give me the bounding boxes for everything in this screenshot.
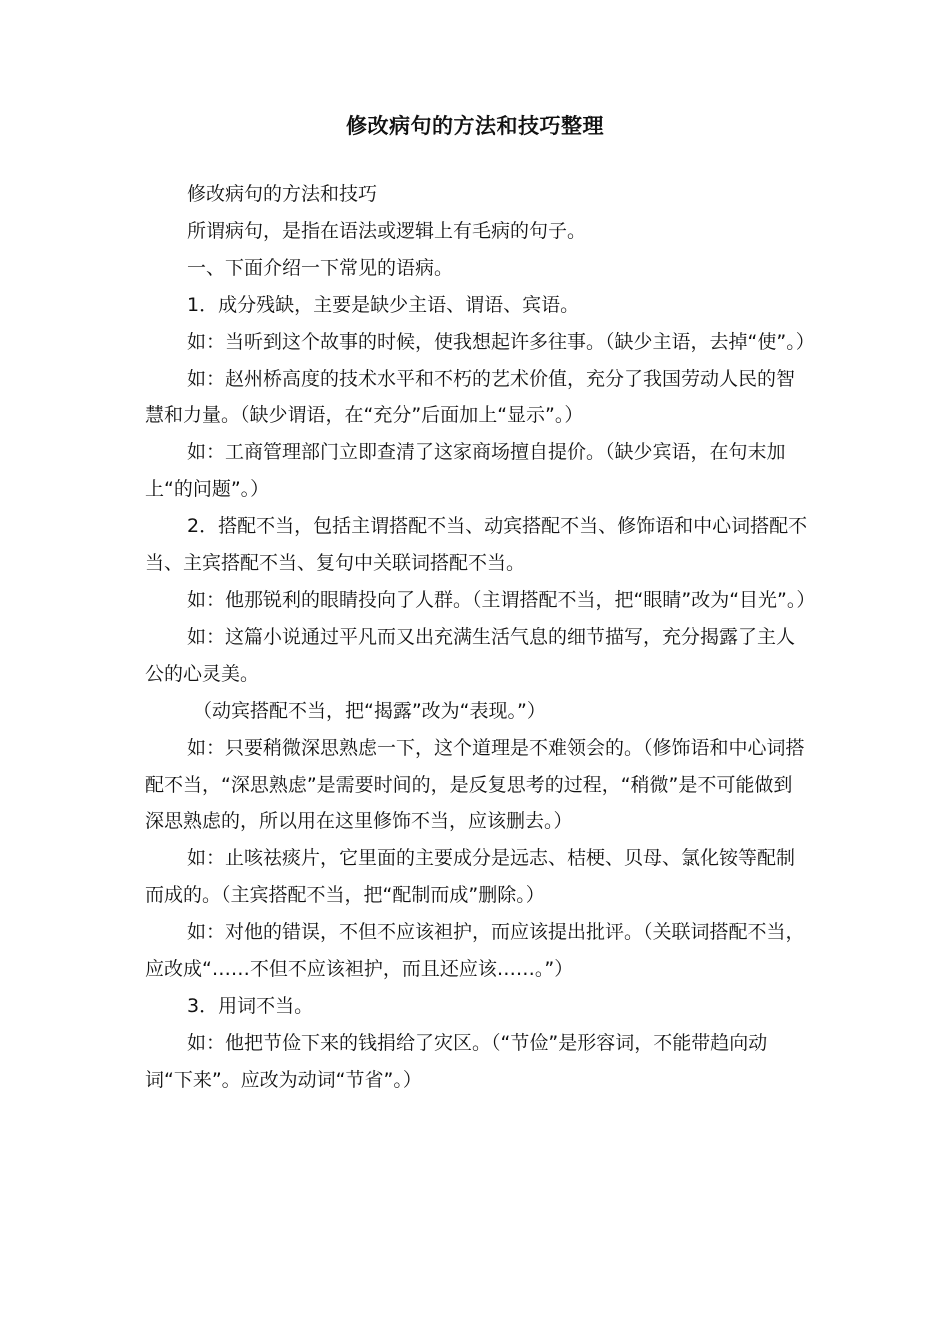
example-paragraph: 如：这篇小说通过平凡而又出充满生活气息的细节描写，充分揭露了主人公的心灵美。: [145, 625, 796, 685]
item-heading-1: 1．成分残缺，主要是缺少主语、谓语、宾语。: [187, 293, 580, 316]
example-paragraph: 如：止咳祛痰片，它里面的主要成分是远志、桔梗、贝母、氯化铵等配制而成的。（主宾搭配不当，把“配制而成”删除。）: [145, 847, 796, 907]
example-paragraph: 如：当听到这个故事的时候，使我想起许多往事。（缺少主语，去掉“使”。）: [187, 330, 815, 353]
item-heading-3: 3．用词不当。: [187, 994, 314, 1017]
example-note: （动宾搭配不当，把“揭露”改为“表现。”）: [193, 699, 546, 722]
paragraph-definition: 所谓病句，是指在语法或逻辑上有毛病的句子。: [187, 219, 587, 242]
example-paragraph: 如：工商管理部门立即查清了这家商场擅自提价。（缺少宾语，在句末加上“的问题”。）: [145, 441, 786, 501]
example-paragraph: 如：他把节俭下来的钱捐给了灾区。（“节俭”是形容词，不能带趋向动词“下来”。应改为动词“节省”。）: [145, 1031, 768, 1091]
paragraph-intro: 一、下面介绍一下常见的语病。: [187, 256, 454, 279]
document-body: [145, 176, 816, 1099]
example-paragraph: 如：赵州桥高度的技术水平和不朽的艺术价值，充分了我国劳动人民的智慧和力量。（缺少谓语，在“充分”后面加上“显示”。）: [145, 367, 796, 427]
example-paragraph: 如：对他的错误，不但不应该袒护，而应该提出批评。（关联词搭配不当，应改成“……不但不应该袒护，而且还应该……。”）: [145, 921, 805, 981]
item-heading-2: 2．搭配不当，包括主谓搭配不当、动宾搭配不当、修饰语和中心词搭配不当、主宾搭配不当、复句中关联词搭配不当。: [145, 515, 808, 575]
section-heading: 修改病句的方法和技巧: [187, 183, 378, 205]
example-paragraph: 如：他那锐利的眼睛投向了人群。（主谓搭配不当，把“眼睛”改为“目光”。）: [187, 588, 816, 611]
document-title: 修改病句的方法和技巧整理: [346, 114, 604, 138]
example-paragraph: 如：只要稍微深思熟虑一下，这个道理是不难领会的。（修饰语和中心词搭配不当，“深思熟虑”是需要时间的，是反复思考的过程，“稍微”是不可能做到深思熟虑的，所以用在这里修饰不当，应该删去。）: [145, 736, 805, 833]
